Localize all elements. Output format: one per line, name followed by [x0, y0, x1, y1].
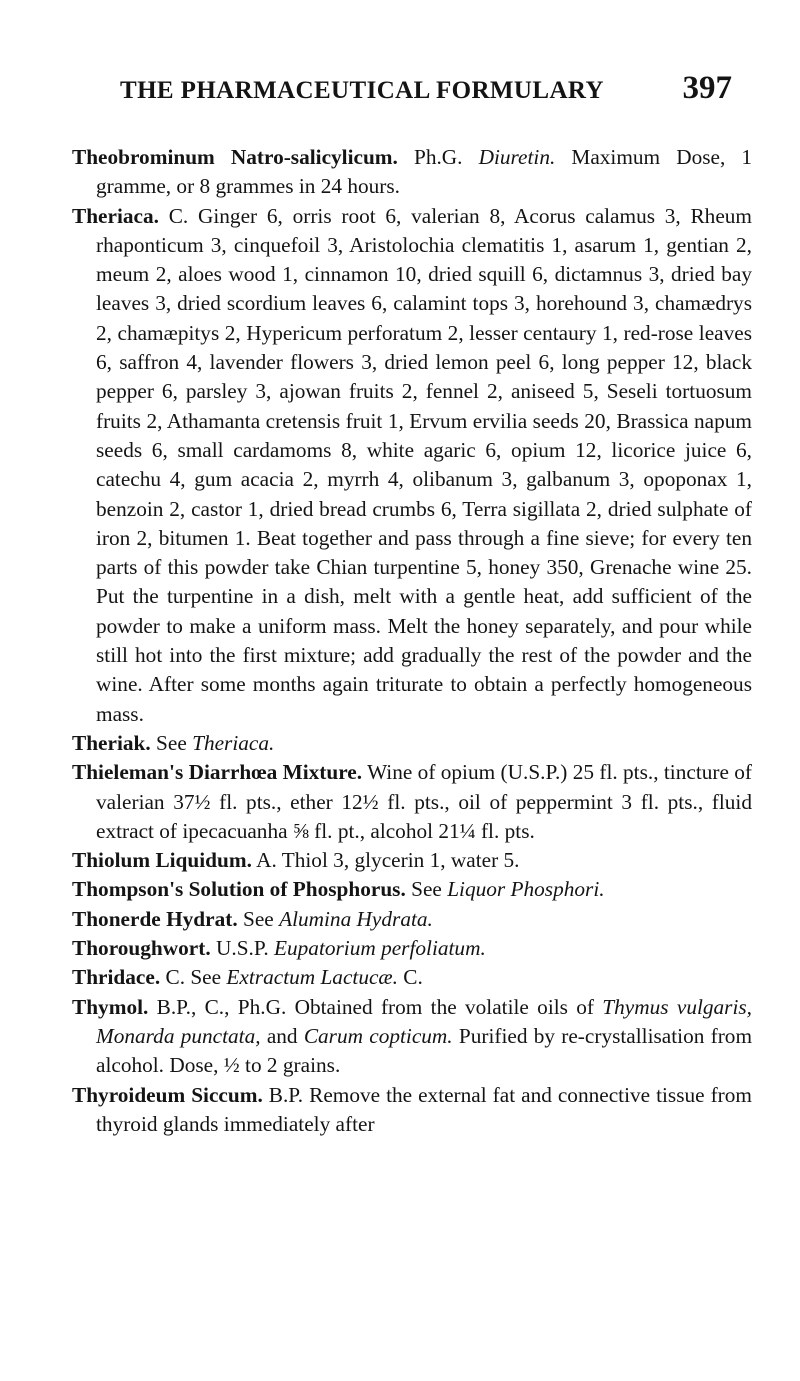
entry-thymol: [72, 993, 752, 1081]
entry-headword: Thonerde Hydrat.: [72, 906, 238, 931]
entry-theriaca: [72, 202, 752, 729]
entry-headword: Thoroughwort.: [72, 936, 211, 961]
entry-text: C.: [403, 965, 423, 990]
entry-thompson: [72, 875, 752, 904]
entry-thonerde: [72, 905, 752, 934]
entry-text: B.P. Remove the external fat and connective tissue from thyroid glands immediately after: [96, 1082, 752, 1136]
formulary-entries: [72, 143, 752, 1139]
entry-text: U.S.P.: [215, 936, 269, 961]
entry-text: B.P., C., Ph.G. Obtained from the volatile oils of: [156, 994, 594, 1019]
running-head: [120, 70, 732, 107]
entry-italic: Thymus vulgaris, Monarda punctata,: [96, 994, 752, 1048]
entry-thoroughwort: [72, 934, 752, 963]
entry-headword: Thymol.: [72, 994, 149, 1019]
entry-theobrominum: [72, 143, 752, 202]
entry-thyroideum: [72, 1081, 752, 1140]
entry-theriak: [72, 729, 752, 758]
entry-text: See: [156, 730, 187, 755]
entry-headword: Theobrominum Natro-salicylicum.: [72, 145, 398, 169]
entry-thieleman: [72, 758, 752, 846]
entry-text: See: [411, 877, 442, 902]
entry-italic: Extractum Lactucæ.: [226, 965, 398, 990]
entry-italic: Carum copticum.: [303, 1023, 453, 1048]
entry-headword: Thompson's Solution of Phosphorus.: [72, 877, 406, 902]
entry-headword: Theriaca.: [72, 203, 159, 228]
entry-text: See: [242, 906, 274, 931]
entry-headword: Theriak.: [72, 730, 151, 755]
entry-text: Maximum Dose, 1 gramme, or 8 grammes in 24 hours.: [96, 145, 753, 199]
entry-text: and: [266, 1023, 298, 1048]
entry-text: Purified by re-crystallisation from alcohol. Dose, ½ to 2 grains.: [96, 1023, 753, 1078]
entry-italic: Diuretin.: [478, 145, 556, 169]
entry-text: Wine of opium (U.S.P.) 25 fl. pts., tincture of valerian 37½ fl. pts., ether 12½ fl. pts., oil of peppermint 3 fl. pts., fluid extract of ipecacuanha ⅝ fl. pt., alcohol 21¼ fl. pts.: [96, 760, 753, 843]
running-title: THE PHARMACEUTICAL FORMULARY: [120, 77, 604, 104]
entry-headword: Thieleman's Diarrhœa Mixture.: [72, 760, 363, 785]
entry-text: Ph.G.: [413, 145, 463, 169]
entry-headword: Thiolum Liquidum.: [72, 848, 252, 873]
entry-thridace: [72, 963, 752, 992]
entry-text: C. Ginger 6, orris root 6, valerian 8, Acorus calamus 3, Rheum rhaponticum 3, cinquefoil 3, Aristolochia clematitis 1, asarum 1, gentian 2, meum 2, aloes wood 1, cinnamon 10, dried squill 6, dictamnus 3, dried bay leaves 3, dried scordium leaves 6, calamint tops 3, horehound 3, chamædrys 2, chamæpitys 2, Hypericum perforatum 2, lesser centaury 1, red-rose leaves 6, saffron 4, lavender flowers 3, dried lemon peel 6, long pepper 12, black pepper 6, parsley 3, ajowan fruits 2, fennel 2, aniseed 5, Seseli tortuosum fruits 2, Athamanta cretensis fruit 1, Ervum ervilia seeds 20, Brassica napum seeds 6, small cardamoms 8, white agaric 6, opium 12, licorice juice 6, catechu 4, gum acacia 2, myrrh 4, olibanum 3, galbanum 3, opoponax 1, benzoin 2, castor 1, dried bread crumbs 6, Terra sigillata 2, dried sulphate of iron 2, bitumen 1. Beat together and pass through a fine sieve; for every ten parts of this powder take Chian turpentine 5, honey 350, Grenache wine 25. Put the turpentine in a dish, melt with a gentle heat, add sufficient of the powder to make a uniform mass. Melt the honey separately, and pour while still hot into the first mixture; add gradually the rest of the powder and the wine. After some months again triturate to obtain a perfectly homogeneous mass.: [96, 203, 752, 726]
entry-italic: Liquor Phosphori.: [447, 877, 605, 902]
entry-text: A. Thiol 3, glycerin 1, water 5.: [256, 848, 520, 873]
entry-italic: Eupatorium perfoliatum.: [274, 936, 486, 961]
entry-italic: Theriaca.: [192, 730, 275, 755]
entry-thiolum: [72, 846, 752, 875]
entry-text: C. See: [165, 965, 222, 990]
page-number: 397: [682, 70, 732, 106]
entry-headword: Thridace.: [72, 965, 161, 990]
entry-italic: Alumina Hydrata.: [279, 906, 433, 931]
entry-headword: Thyroideum Siccum.: [72, 1082, 263, 1107]
